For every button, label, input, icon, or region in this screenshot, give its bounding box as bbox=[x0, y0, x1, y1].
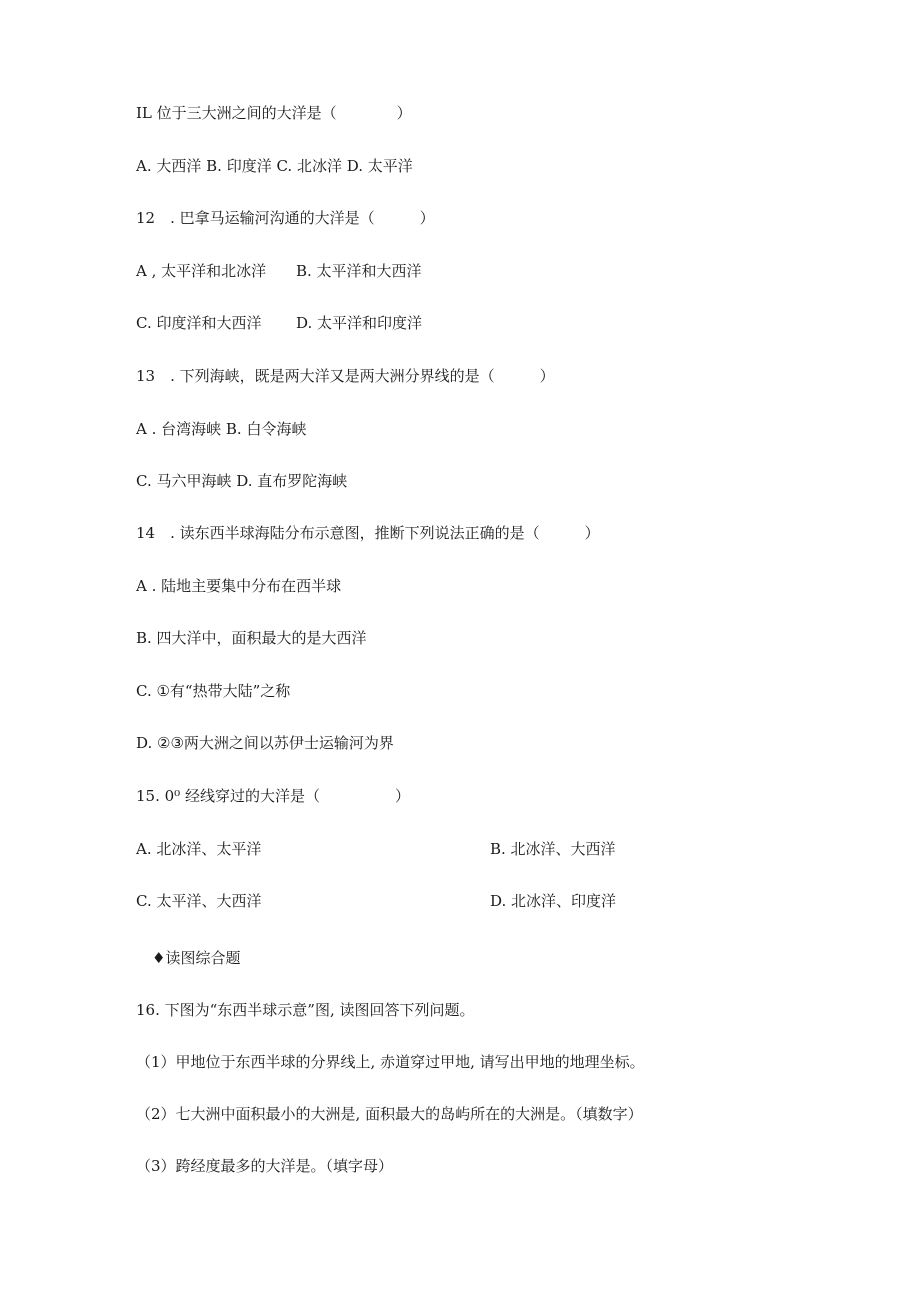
q14-option-d: D. ②③两大洲之间以苏伊士运输河为界 bbox=[136, 734, 394, 752]
q16-stem: 16. 下图为“东西半球示意”图, 读图回答下列问题。 bbox=[136, 1001, 475, 1019]
q12-option-b: B. 太平洋和大西洋 bbox=[296, 262, 422, 280]
q11-stem: IL 位于三大洲之间的大洋是（ ） bbox=[136, 104, 412, 122]
q14-stem: 14 . 读东西半球海陆分布示意图，推断下列说法正确的是（ ） bbox=[136, 524, 600, 542]
q16-part1: （1）甲地位于东西半球的分界线上, 赤道穿过甲地, 请写出甲地的地理坐标。 bbox=[136, 1053, 645, 1071]
q15-option-c: C. 太平洋、大西洋 bbox=[136, 892, 262, 910]
q16-part3: （3）跨经度最多的大洋是。（填字母） bbox=[136, 1157, 394, 1175]
q12-option-d: D. 太平洋和印度洋 bbox=[296, 314, 423, 332]
section-heading: ♦读图综合题 bbox=[152, 949, 241, 967]
q13-stem: 13 . 下列海峡，既是两大洋又是两大洲分界线的是（ ） bbox=[136, 367, 555, 385]
q15-stem: 15. 0⁰ 经线穿过的大洋是（ ） bbox=[136, 787, 410, 805]
q12-stem: 12 . 巴拿马运输河沟通的大洋是（ ） bbox=[136, 209, 435, 227]
q12-option-c: C. 印度洋和大西洋 bbox=[136, 314, 262, 332]
q13-options-ab: A . 台湾海峡 B. 白令海峡 bbox=[136, 420, 307, 438]
q15-option-b: B. 北冰洋、大西洋 bbox=[490, 840, 616, 858]
q12-option-a: A , 太平洋和北冰洋 bbox=[136, 262, 267, 280]
q11-options: A. 大西洋 B. 印度洋 C. 北冰洋 D. 太平洋 bbox=[136, 157, 413, 175]
q14-option-a: A . 陆地主要集中分布在西半球 bbox=[136, 577, 342, 595]
q14-option-b: B. 四大洋中，面积最大的是大西洋 bbox=[136, 629, 367, 647]
q15-option-d: D. 北冰洋、印度洋 bbox=[490, 892, 617, 910]
q16-part2: （2）七大洲中面积最小的大洲是, 面积最大的岛屿所在的大洲是。（填数字） bbox=[136, 1105, 643, 1123]
q14-option-c: C. ①有“热带大陆”之称 bbox=[136, 682, 291, 700]
q15-option-a: A. 北冰洋、太平洋 bbox=[136, 840, 262, 858]
q13-options-cd: C. 马六甲海峡 D. 直布罗陀海峡 bbox=[136, 472, 348, 490]
